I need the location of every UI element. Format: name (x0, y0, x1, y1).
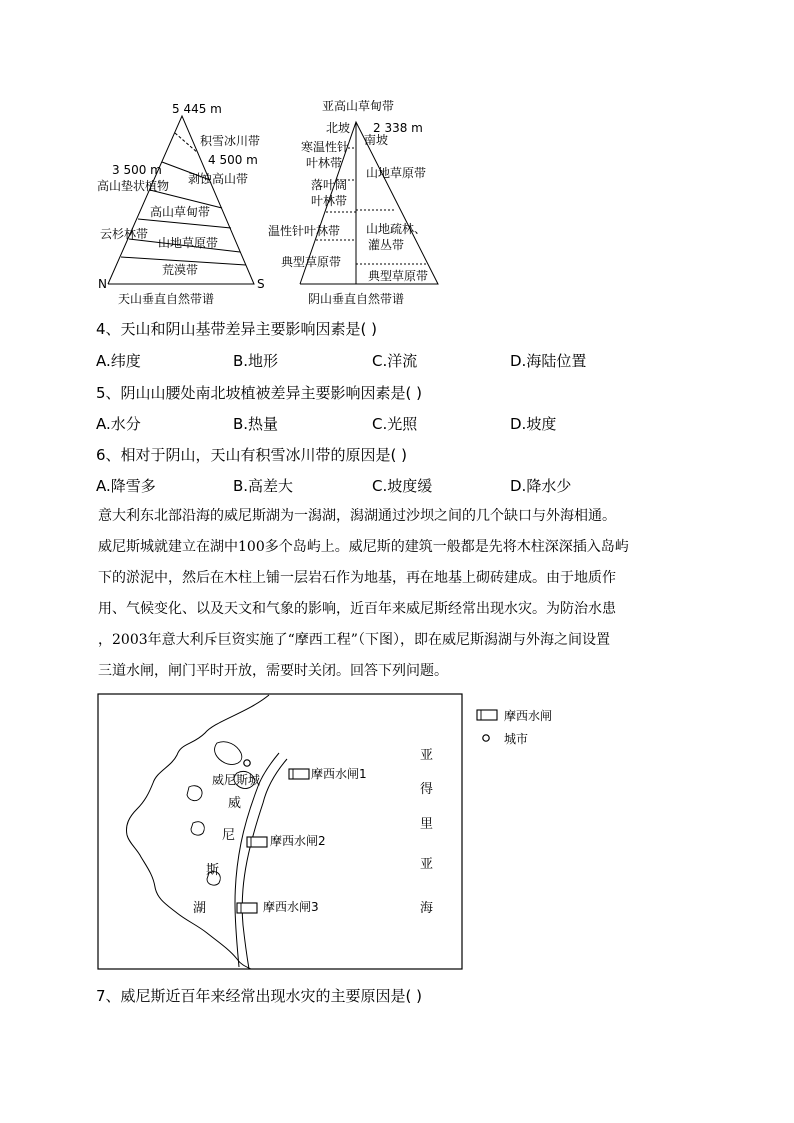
passage-line: 下的淤泥中，然后在木柱上铺一层岩石作为地基，再在地基上砌砖建成。由于地质作 (98, 570, 616, 586)
question-7-stem: 7、威尼斯近百年来经常出现水灾的主要原因是( ) (96, 987, 423, 1005)
tianshan-spruce-belt: 云杉林带 (100, 227, 149, 241)
lake-char: 尼 (222, 828, 236, 843)
passage-line: ，2003年意大利斥巨资实施了“摩西工程”（下图），即在威尼斯潟湖与外海之间设置 (98, 632, 610, 648)
q4-option-a[interactable]: A.纬度 (96, 352, 141, 370)
gate-1-icon (289, 769, 309, 779)
yinshan-subalpine: 亚高山草甸带 (322, 100, 395, 113)
yinshan-shrub-1: 山地疏林、 (366, 222, 427, 236)
legend-gate-icon (477, 710, 497, 720)
map-frame (98, 694, 462, 969)
tianshan-north: N (98, 277, 107, 291)
question-4-stem: 4、天山和阴山基带差异主要影响因素是( ) (96, 320, 378, 338)
gate-2-label: 摩西水闸2 (270, 834, 326, 848)
tianshan-grass-belt: 山地草原带 (158, 236, 219, 250)
q5-option-c[interactable]: C.光照 (372, 415, 418, 433)
lake-char: 斯 (206, 863, 220, 878)
yinshan-shrub-2: 灌丛带 (368, 238, 405, 252)
passage-line: 威尼斯城就建立在湖中100多个岛屿上。威尼斯的建筑一般都是先将木柱深深插入岛屿 (98, 539, 629, 555)
sea-char: 里 (420, 817, 434, 832)
tianshan-south: S (257, 277, 265, 291)
gate-3-label: 摩西水闸3 (263, 900, 319, 914)
yinshan-typical-south: 典型草原带 (368, 269, 429, 283)
yinshan-decid-1: 落叶阔 (311, 178, 348, 192)
tianshan-cushion-belt: 高山垫状植物 (97, 179, 170, 193)
tianshan-height-4500: 4 500 m (208, 153, 258, 167)
passage-line: 意大利东北部沿海的威尼斯湖为一潟湖，潟湖通过沙坝之间的几个缺口与外海相通。 (98, 508, 616, 524)
q6-option-b[interactable]: B.高差大 (233, 477, 294, 495)
q6-option-d[interactable]: D.降水少 (510, 477, 572, 495)
vertical-zone-figure (90, 100, 450, 310)
passage-line: 用、气候变化、以及天文和气象的影响，近百年来威尼斯经常出现水灾。为防治水患 (98, 601, 616, 617)
legend-city-icon (483, 735, 489, 741)
passage-line: 三道水闸，闸门平时开放，需要时关闭。回答下列问题。 (98, 663, 448, 679)
sea-char: 亚 (420, 748, 434, 763)
yinshan-caption: 阴山垂直自然带谱 (308, 292, 405, 306)
q4-option-c[interactable]: C.洋流 (372, 352, 418, 370)
tianshan-caption: 天山垂直自然带谱 (118, 292, 215, 306)
yinshan-cold-forest-1: 寒温性针 (301, 140, 350, 154)
yinshan-north-slope: 北坡 (326, 121, 351, 135)
map-legend (476, 706, 576, 746)
sea-char: 海 (420, 901, 434, 916)
q5-option-d[interactable]: D.坡度 (510, 415, 557, 433)
yinshan-peak: 2 338 m (373, 121, 423, 135)
gate-2-icon (247, 837, 267, 847)
q4-option-b[interactable]: B.地形 (233, 352, 279, 370)
venice-map (97, 693, 465, 973)
tianshan-desert-belt: 荒漠带 (162, 263, 199, 277)
tianshan-erosion-belt: 剥蚀高山带 (188, 172, 249, 186)
map-city-label: 威尼斯城 (212, 773, 261, 787)
q5-option-a[interactable]: A.水分 (96, 415, 141, 433)
tianshan-height-3500: 3 500 m (112, 163, 162, 177)
venice-city-marker (244, 760, 250, 766)
yinshan-temp-conifer: 温性针叶林带 (268, 224, 341, 238)
q6-option-a[interactable]: A.降雪多 (96, 477, 156, 495)
legend-city-label: 城市 (504, 732, 529, 746)
yinshan-south-slope: 南坡 (364, 133, 389, 147)
venice-passage (98, 501, 704, 687)
q4-option-d[interactable]: D.海陆位置 (510, 352, 587, 370)
question-6-stem: 6、相对于阴山，天山有积雪冰川带的原因是( ) (96, 446, 408, 464)
tianshan-peak: 5 445 m (172, 102, 222, 116)
yinshan-cold-forest-2: 叶林带 (306, 156, 343, 170)
yinshan-typical-north: 典型草原带 (281, 255, 342, 269)
gate-3-icon (237, 903, 257, 913)
lake-char: 湖 (193, 901, 207, 916)
q6-option-c[interactable]: C.坡度缓 (372, 477, 433, 495)
legend-gate-label: 摩西水闸 (504, 709, 553, 723)
sea-char: 得 (420, 782, 434, 797)
sea-char: 亚 (420, 857, 434, 872)
yinshan-grassland: 山地草原带 (366, 166, 427, 180)
gate-1-label: 摩西水闸1 (311, 767, 367, 781)
yinshan-decid-2: 叶林带 (311, 194, 348, 208)
tianshan-ice-belt: 积雪冰川带 (200, 134, 261, 148)
tianshan-meadow-belt: 高山草甸带 (150, 205, 211, 219)
q5-option-b[interactable]: B.热量 (233, 415, 279, 433)
question-5-stem: 5、阴山山腰处南北坡植被差异主要影响因素是( ) (96, 384, 423, 402)
lake-char: 威 (228, 796, 242, 811)
